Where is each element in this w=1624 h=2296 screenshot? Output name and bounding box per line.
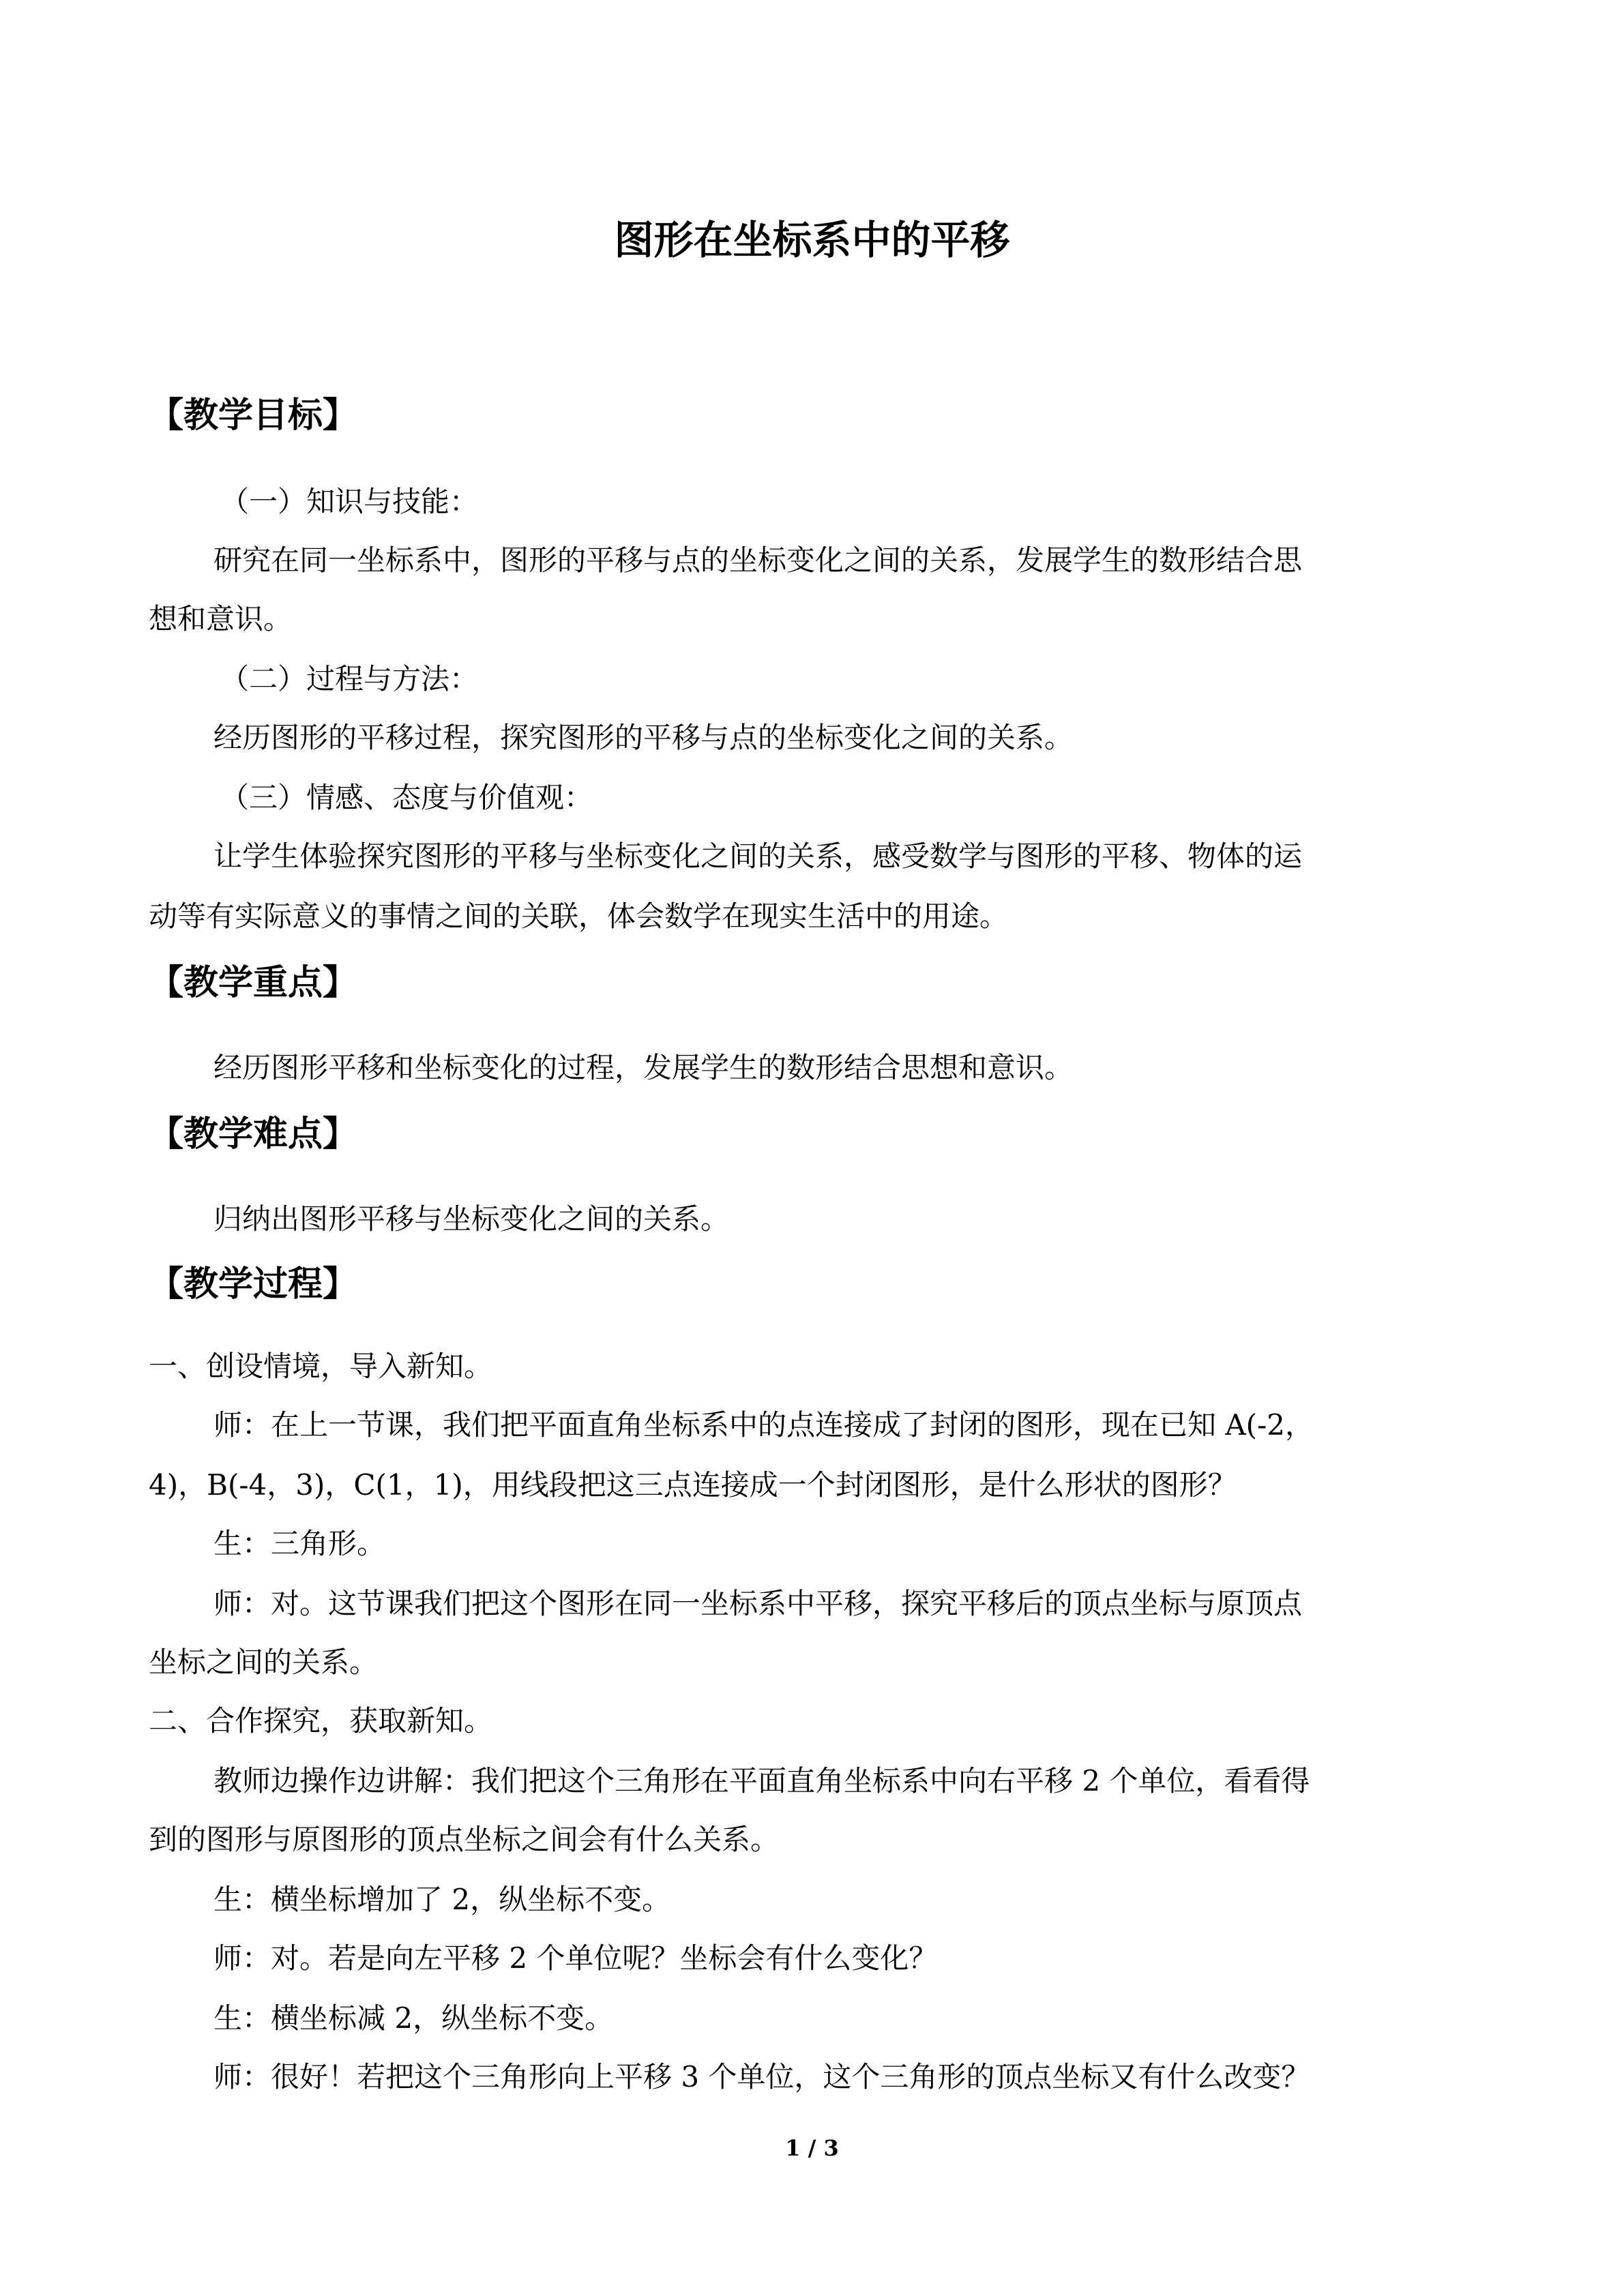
key-points-text: 经历图形平移和坐标变化的过程，发展学生的数形结合思想和意识。 [213,1051,1074,1084]
process-step2: 二、合作探究，获取新知。 [149,1704,493,1738]
objectives-p1-line2: 想和意识。 [149,602,293,636]
process-t4: 师：对。若是向左平移 2 个单位呢？坐标会有什么变化？ [213,1941,938,1975]
objectives-p1-line1: 研究在同一坐标系中，图形的平移与点的坐标变化之间的关系，发展学生的数形结合思 [213,543,1303,577]
objectives-sub2: （二）过程与方法： [220,662,479,696]
heading-process: 【教学过程】 [149,1264,358,1304]
process-step1: 一、创设情境，导入新知。 [149,1350,493,1383]
process-t1-line1: 师：在上一节课，我们把平面直角坐标系中的点连接成了封闭的图形，现在已知 A(-2， [213,1408,1314,1442]
process-t2-line2: 坐标之间的关系。 [149,1645,379,1679]
difficulties-text: 归纳出图形平移与坐标变化之间的关系。 [213,1202,730,1236]
heading-key-points: 【教学重点】 [149,963,358,1003]
heading-difficulties: 【教学难点】 [149,1114,358,1154]
objectives-sub3: （三）情感、态度与价值观： [220,781,593,814]
process-s1: 生：三角形。 [213,1527,386,1560]
objectives-sub1: （一）知识与技能： [220,485,479,518]
process-t5: 师：很好！若把这个三角形向上平移 3 个单位，这个三角形的顶点坐标又有什么改变？ [213,2060,1310,2093]
process-t3-line1: 教师边操作边讲解：我们把这个三角形在平面直角坐标系中向右平移 2 个单位，看看得 [213,1764,1310,1798]
process-s2: 生：横坐标增加了 2，纵坐标不变。 [213,1883,671,1916]
objectives-p2: 经历图形的平移过程，探究图形的平移与点的坐标变化之间的关系。 [213,721,1074,754]
process-t3-line2: 到的图形与原图形的顶点坐标之间会有什么关系。 [149,1823,780,1856]
objectives-p3-line1: 让学生体验探究图形的平移与坐标变化之间的关系，感受数学与图形的平移、物体的运 [213,839,1303,873]
process-t1-line2: 4)，B(-4，3)，C(1，1)，用线段把这三点连接成一个封闭图形，是什么形状的图形？ [149,1468,1237,1502]
process-t2-line1: 师：对。这节课我们把这个图形在同一坐标系中平移，探究平移后的顶点坐标与原顶点 [213,1587,1303,1620]
page-number: 1 / 3 [785,2135,839,2161]
heading-objectives: 【教学目标】 [149,396,358,436]
process-s3: 生：横坐标减 2，纵坐标不变。 [213,2001,614,2035]
page-title: 图形在坐标系中的平移 [614,217,1010,263]
objectives-p3-line2: 动等有实际意义的事情之间的关联，体会数学在现实生活中的用途。 [149,899,1009,933]
